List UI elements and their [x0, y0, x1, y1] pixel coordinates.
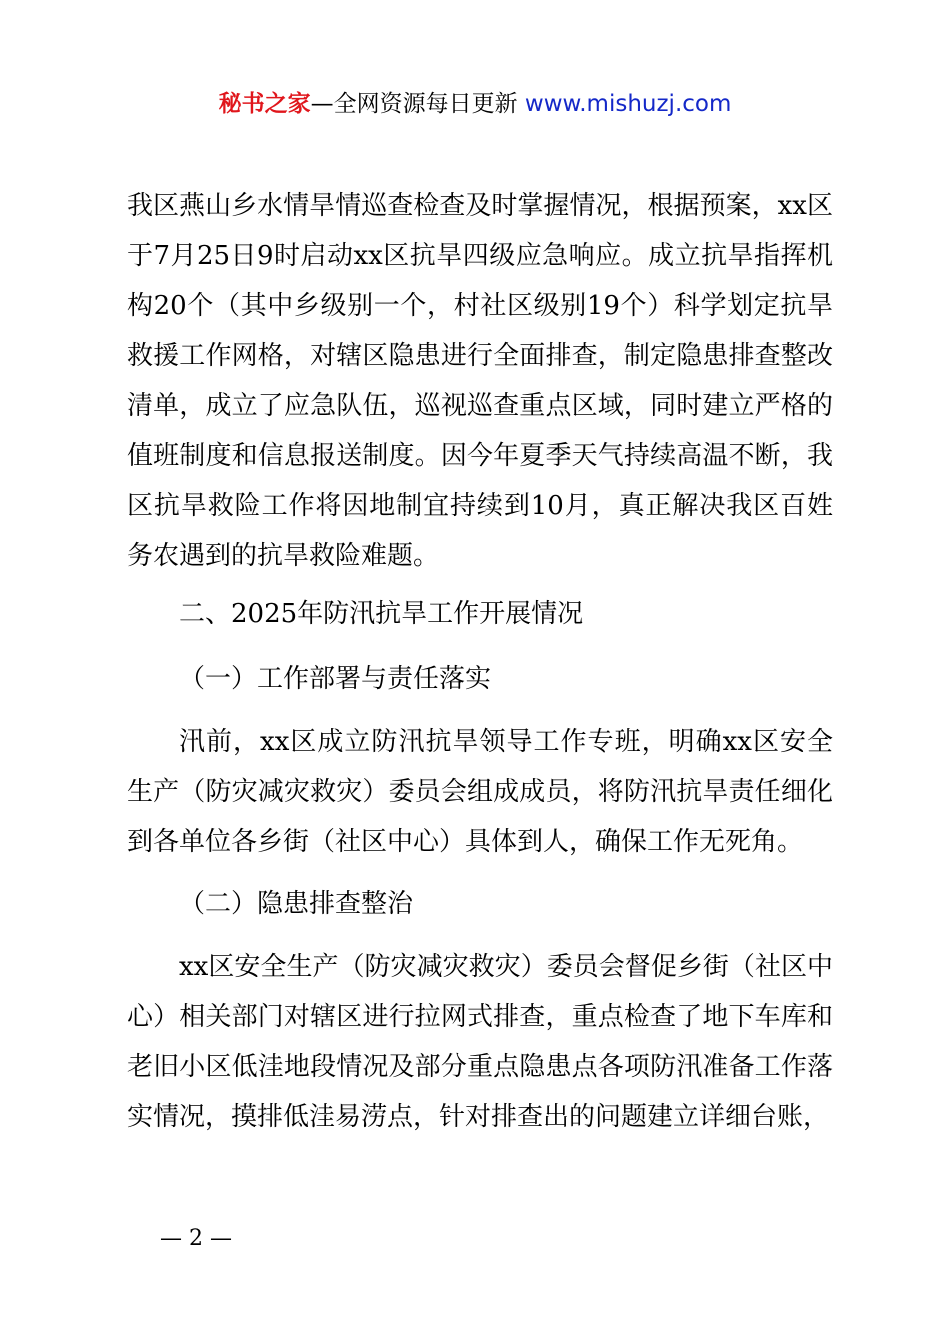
paragraph-hazard-inspection: xx区安全生产（防灾减灾救灾）委员会督促乡街（社区中心）相关部门对辖区进行拉网式排查，重点检查了地下车库和老旧小区低洼地段情况及部分重点隐患点各项防汛准备工作落实情况，摸排低洼易涝点，针对排查出的问题建立详细台账， — [127, 952, 833, 1132]
site-url-link[interactable]: www.mishuzj.com — [524, 91, 732, 117]
page-number: — 2 — — [160, 1226, 232, 1251]
subheading-hazard-inspection: （二）隐患排查整治 — [179, 889, 414, 919]
paragraph-drought-response: 我区燕山乡水情旱情巡查检查及时掌握情况，根据预案，xx区于7月25日9时启动xx区抗旱四级应急响应。成立抗旱指挥机构20个（其中乡级别一个，村社区级别19个）科学划定抗旱救援工作网格，对辖区隐患进行全面排查，制定隐患排查整改清单，成立了应急队伍，巡视巡查重点区域，同时建立严格的值班制度和信息报送制度。因今年夏季天气持续高温不断，我区抗旱救险工作将因地制宜持续到10月，真正解决我区百姓务农遇到的抗旱救险难题。 — [127, 191, 833, 571]
site-brand: 秘书之家 — [218, 91, 311, 117]
site-header — [0, 86, 950, 122]
subheading-deployment-responsibility: （一）工作部署与责任落实 — [179, 664, 492, 694]
section-heading-2025-work: 二、2025年防汛抗旱工作开展情况 — [179, 599, 584, 629]
site-tagline: —全网资源每日更新 — [310, 91, 525, 117]
paragraph-deployment: 汛前，xx区成立防汛抗旱领导工作专班，明确xx区安全生产（防灾减灾救灾）委员会组成成员，将防汛抗旱责任细化到各单位各乡街（社区中心）具体到人，确保工作无死角。 — [127, 727, 833, 857]
